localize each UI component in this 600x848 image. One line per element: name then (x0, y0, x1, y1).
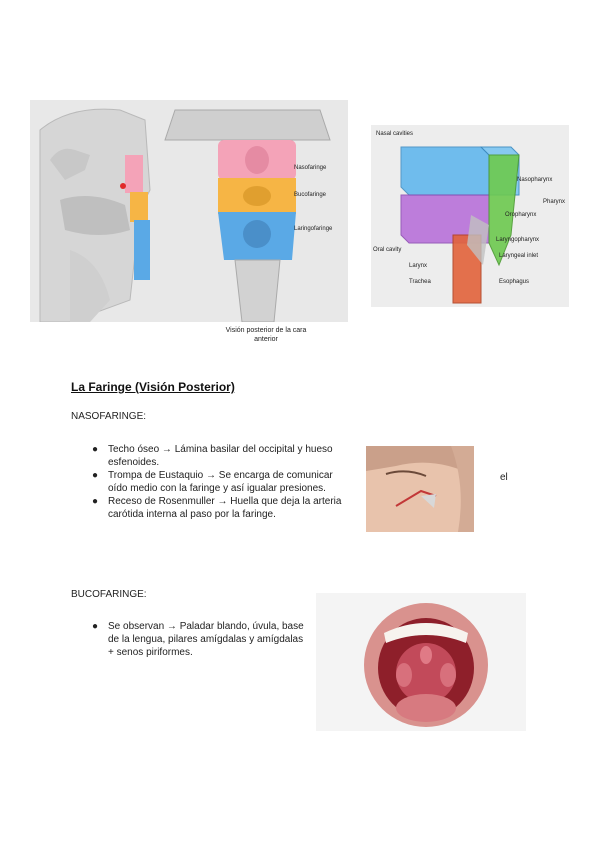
label-esophagus: Esophagus (499, 279, 530, 285)
label-laringofaringe: Laringofaringe (294, 226, 333, 232)
bullet-text: Trompa de Eustaquio → Se encarga de comunicar (108, 470, 333, 481)
pharynx-regions-illustration (371, 125, 569, 307)
pharynx-illustration (30, 100, 348, 322)
label-larynx: Larynx (409, 263, 428, 269)
nasofaringe-heading: NASOFARINGE: (71, 411, 147, 422)
label-oropharynx: Oropharynx (505, 212, 537, 218)
label-oral-cavity: Oral cavity (373, 247, 402, 253)
list-item: ● Trompa de Eustaquio → Se encarga de comunicar oído medio con la faringe y así igualar presiones. (92, 470, 333, 494)
nasofaringe-list (90, 443, 370, 521)
pharynx-anatomy-figure (30, 100, 348, 322)
pharynx-regions-diagram (371, 125, 569, 307)
face-illustration (366, 446, 474, 532)
bullet-text: Receso de Rosenmuller → Huella que deja la arteria carótida interna al paso por la faringe. (108, 496, 342, 520)
label-laryngopharynx: Laryngopharynx (496, 237, 540, 243)
mouth-illustration (316, 593, 526, 731)
label-bucofaringe: Bucofaringe (294, 192, 327, 198)
label-laryngeal-inlet: Laryngeal inlet (499, 253, 539, 259)
list-item: ● Receso de Rosenmuller → Huella que deja la arteria carótida interna al paso por la faringe. (92, 496, 342, 520)
list-item: ● Se observan → Paladar blando, úvula, base de la lengua, pilares amígdalas y amígdalas + senos piriformes. (92, 621, 304, 658)
bullet-text: Se observan → Paladar blando, úvula, base de la lengua, pilares amígdalas y amígdalas + senos piriformes. (108, 621, 304, 658)
oral-cavity-image (316, 593, 526, 731)
bullet-text-cont: oído medio con la faringe y así igualar presiones. (108, 483, 326, 494)
label-nasopharynx: Nasopharynx (517, 177, 553, 183)
label-trachea: Trachea (409, 279, 431, 285)
label-pharynx: Pharynx (543, 199, 566, 205)
bucofaringe-heading: BUCOFARINGE: (71, 589, 147, 600)
bucofaringe-list (90, 620, 305, 659)
trailing-word: el (500, 472, 508, 483)
eustachian-tube-image (366, 446, 474, 532)
figure-caption: Visión posterior de la cara anterior (225, 327, 307, 343)
bullet-text: Techo óseo → Lámina basilar del occipital y hueso esfenoides. (108, 444, 333, 468)
page-title: La Faringe (Visión Posterior) (71, 380, 235, 394)
label-nasal-cavities: Nasal cavities (376, 131, 414, 137)
label-nasofaringe: Nasofaringe (294, 165, 327, 171)
list-item: ● Techo óseo → Lámina basilar del occipital y hueso esfenoides. (92, 444, 333, 468)
